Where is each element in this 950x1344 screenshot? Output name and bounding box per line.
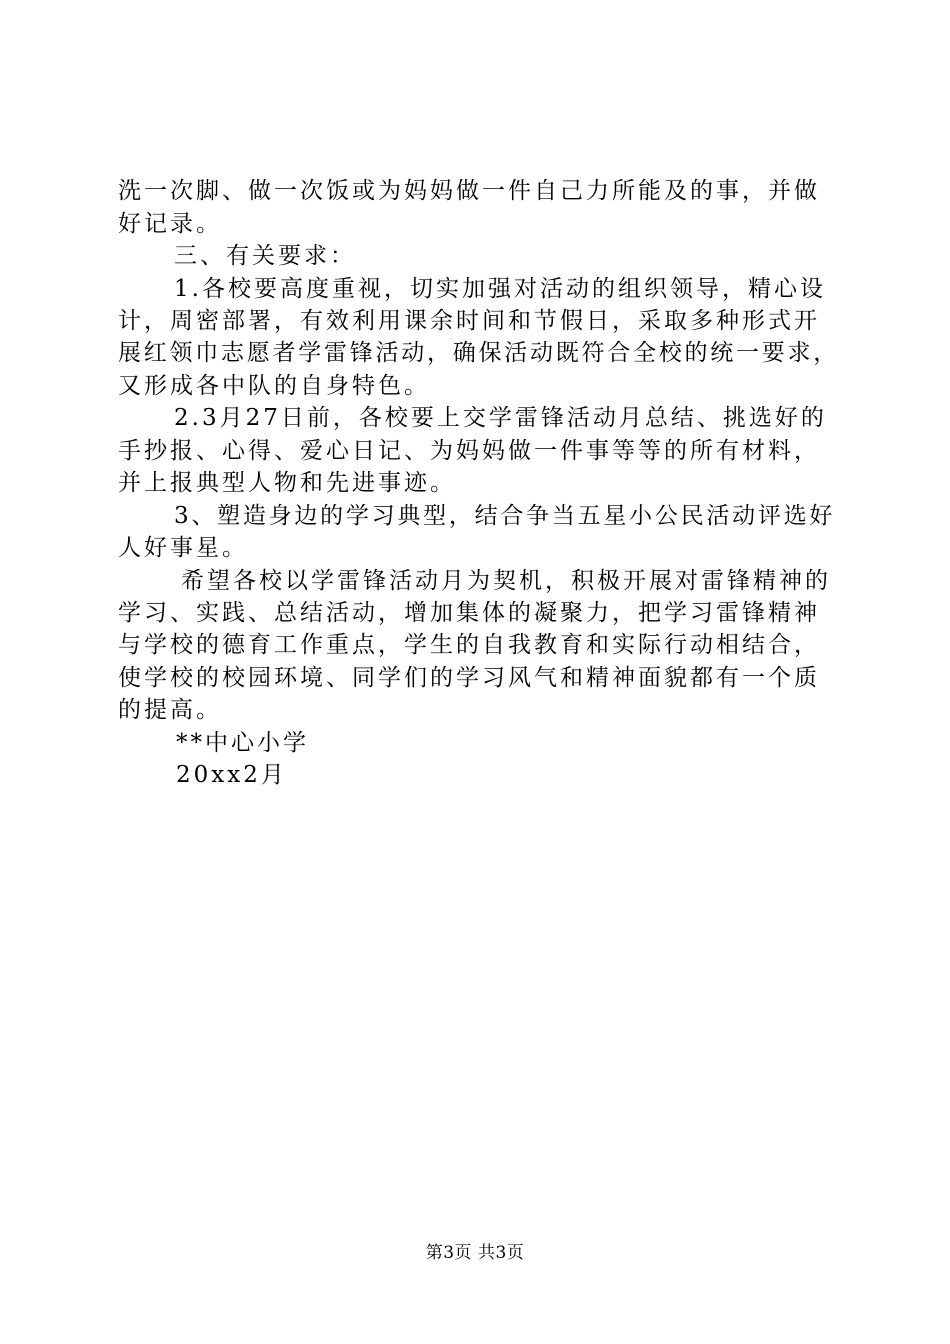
signature-school: **中心小学 xyxy=(176,730,309,756)
body-text-line: 与学校的德育工作重点，学生的自我教育和实际行动相结合， xyxy=(118,632,820,658)
body-text-line: 手抄报、心得、爱心日记、为妈妈做一件事等等的所有材料， xyxy=(118,438,820,464)
signature-date: 20xx2月 xyxy=(176,762,287,788)
body-text-line: 使学校的校园环境、同学们的学习风气和精神面貌都有一个质 xyxy=(118,665,820,691)
body-text-line: 并上报典型人物和先进事迹。 xyxy=(118,470,456,496)
body-text-line: 2.3月27日前，各校要上交学雷锋活动月总结、挑选好的 xyxy=(174,405,827,431)
body-text-line: 展红领巾志愿者学雷锋活动，确保活动既符合全校的统一要求， xyxy=(118,340,839,366)
body-text-line: 3、塑造身边的学习典型，结合争当五星小公民活动评选好 xyxy=(174,503,836,529)
body-text-line: 学习、实践、总结活动，增加集体的凝聚力，把学习雷锋精神 xyxy=(118,600,820,626)
body-text-line: 又形成各中队的自身特色。 xyxy=(118,373,430,399)
body-text-line: 好记录。 xyxy=(118,211,222,237)
body-text-line: 希望各校以学雷锋活动月为契机，积极开展对雷锋精神的 xyxy=(181,568,831,594)
body-text-line: 的提高。 xyxy=(118,697,222,723)
page-footer: 第3页 共3页 xyxy=(425,1243,525,1263)
body-text-line: 计，周密部署，有效利用课余时间和节假日，采取多种形式开 xyxy=(118,308,820,334)
body-text-line: 1.各校要高度重视，切实加强对活动的组织领导，精心设 xyxy=(174,276,826,302)
section-heading: 三、有关要求： xyxy=(174,243,356,269)
body-text-line: 人好事星。 xyxy=(118,535,248,561)
body-text-line: 洗一次脚、做一次饭或为妈妈做一件自己力所能及的事，并做 xyxy=(118,178,820,204)
